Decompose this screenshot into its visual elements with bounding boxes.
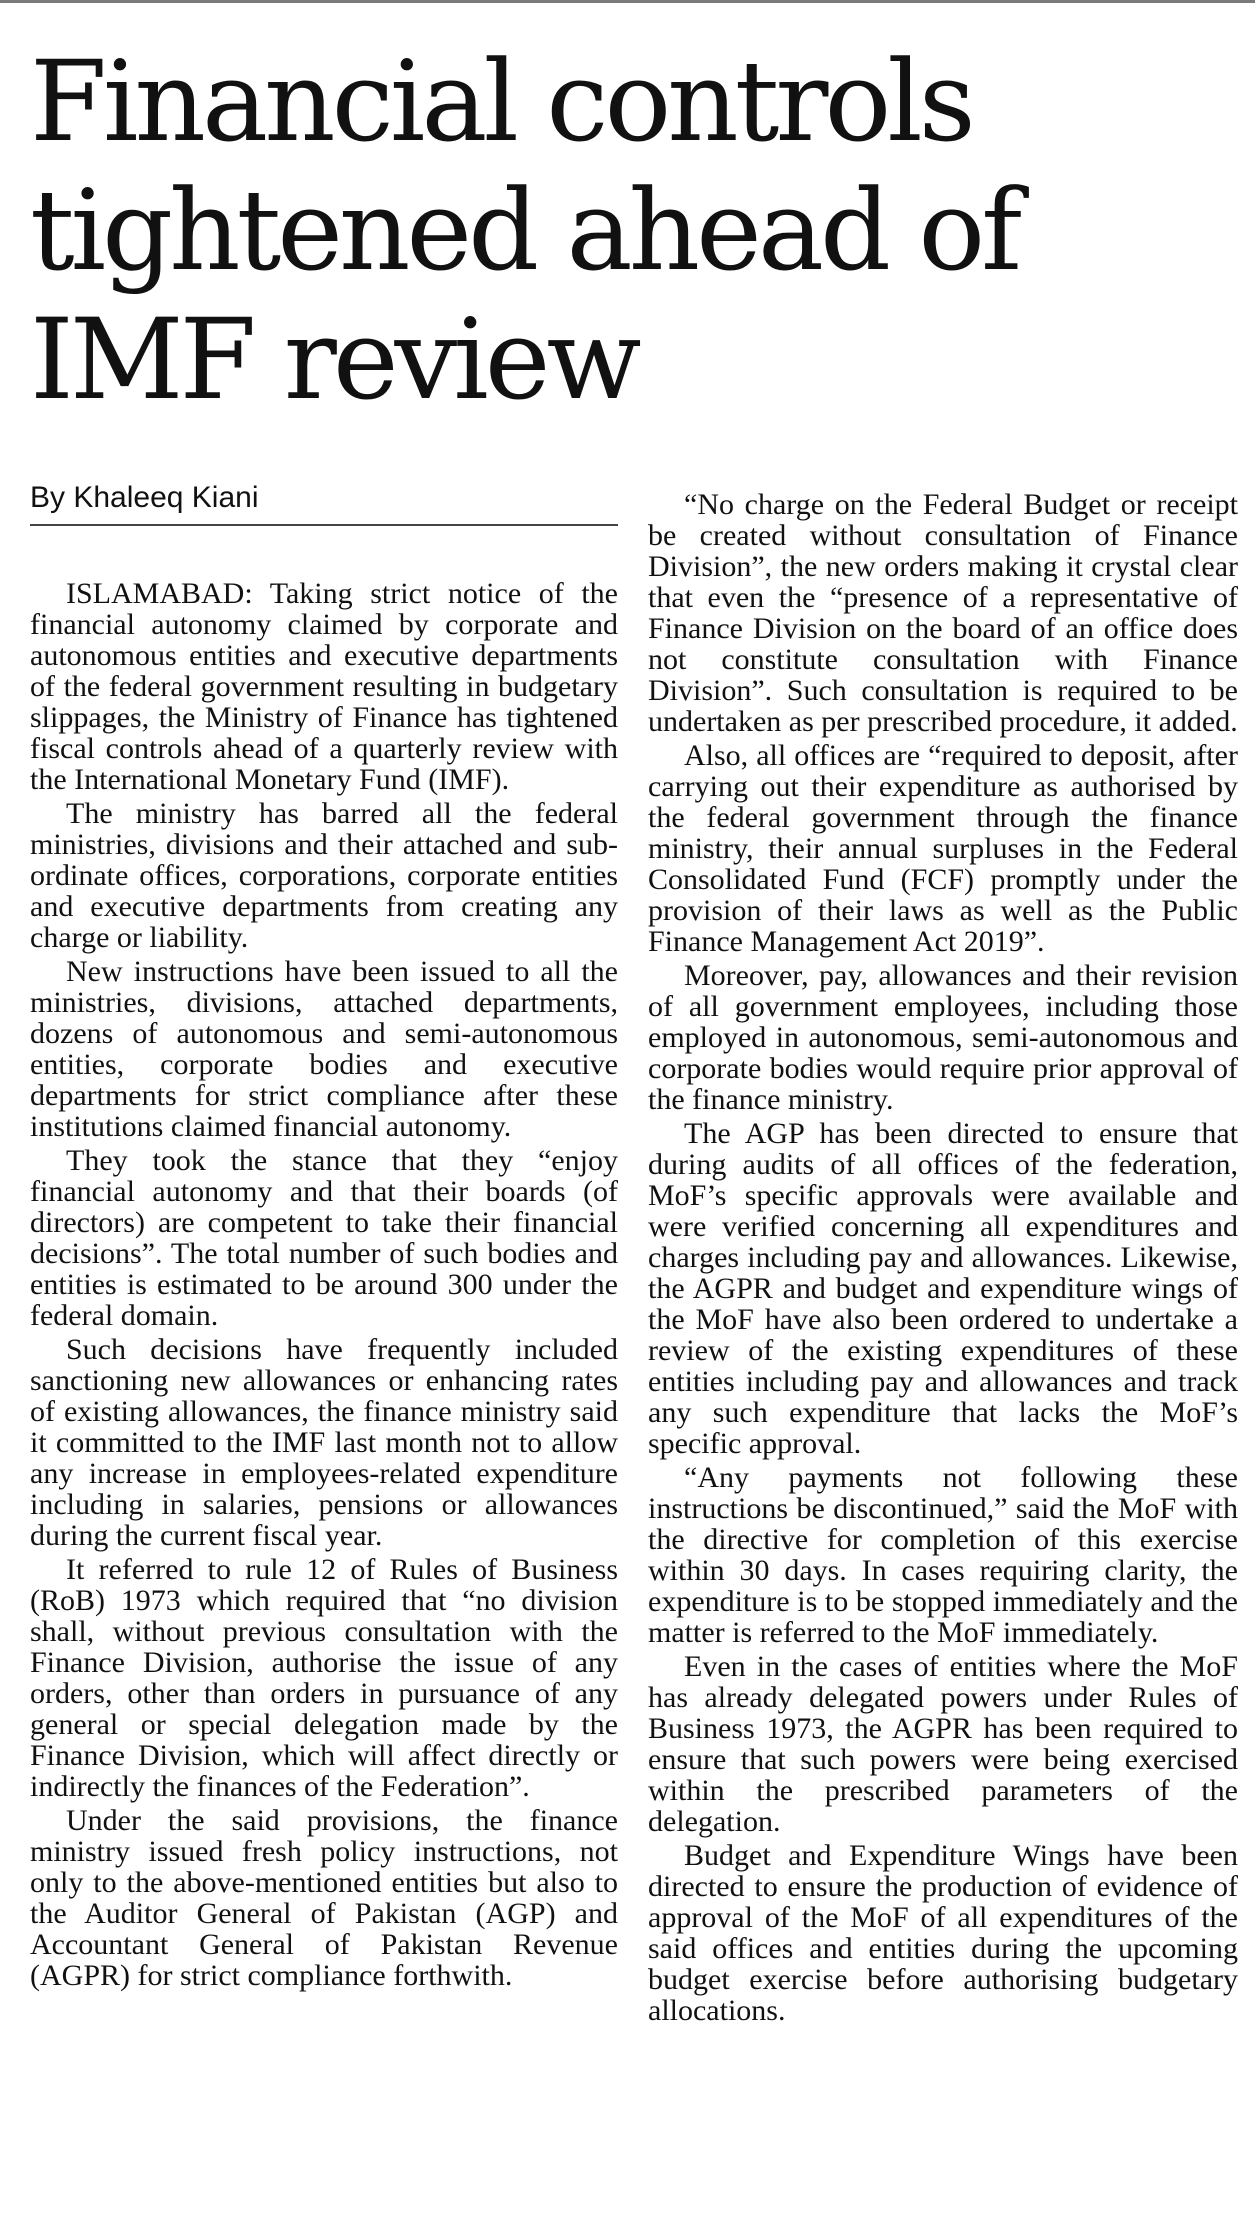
paragraph: New instructions have been issued to all the ministries, divisions, attached departments, dozens of autonomous and semi-autonomous entities, corporate bodies and executive departments for strict compliance after these institutions claimed financial autonomy. xyxy=(30,955,618,1143)
paragraph: It referred to rule 12 of Rules of Business (RoB) 1973 which required that “no division shall, without previous consultation with the Finance Division, authorise the issue of any orders, other than orders in pursuance of any general or special delegation made by the Finance Division, which will affect directly or indirectly the finances of the Federation”. xyxy=(30,1553,618,1803)
right-column xyxy=(648,489,1238,2029)
left-column xyxy=(30,578,618,1994)
paragraph: Such decisions have frequently included sanctioning new allowances or enhancing rates of existing allowances, the finance ministry said it committed to the IMF last month not to allow any increase in employees-related expenditure including in salaries, pensions or allowances during the current fiscal year. xyxy=(30,1333,618,1552)
paragraph: Also, all offices are “required to deposit, after carrying out their expenditure as authorised by the federal government through the finance ministry, their annual surpluses in the Federal Consolidated Fund (FCF) promptly under the provision of their laws as well as the Public Finance Management Act 2019”. xyxy=(648,739,1238,958)
top-rule xyxy=(0,0,1255,3)
paragraph: “No charge on the Federal Budget or receipt be created without consultation of Finance Division”, the new orders making it crystal clear that even the “presence of a representative of Finance Division on the board of an office does not constitute consultation with Finance Division”. Such consultation is required to be undertaken as per prescribed procedure, it added. xyxy=(648,488,1238,738)
paragraph: Moreover, pay, allowances and their revision of all government employees, including those employed in autonomous, semi-autonomous and corporate bodies would require prior approval of the finance ministry. xyxy=(648,959,1238,1116)
paragraph: “Any payments not following these instructions be discontinued,” said the MoF with the directive for completion of this exercise within 30 days. In cases requiring clarity, the expenditure is to be stopped immediately and the matter is referred to the MoF immediately. xyxy=(648,1461,1238,1649)
byline: By Khaleeq Kiani xyxy=(30,481,259,514)
paragraph: The AGP has been directed to ensure that during audits of all offices of the federation, MoF’s specific approvals were available and were verified concerning all expenditures and charges including pay and allowances. Likewise, the AGPR and budget and expenditure wings of the MoF have also been ordered to undertake a review of the existing expenditures of these entities including pay and allowances and track any such expenditure that lacks the MoF’s specific approval. xyxy=(648,1117,1238,1460)
paragraph: They took the stance that they “enjoy financial autonomy and that their boards (of directors) are competent to take their financial decisions”. The total number of such bodies and entities is estimated to be around 300 under the federal domain. xyxy=(30,1144,618,1332)
paragraph: Under the said provisions, the finance ministry issued fresh policy instructions, not only to the above-mentioned entities but also to the Auditor General of Pakistan (AGP) and Accountant General of Pakistan Revenue (AGPR) for strict compliance forthwith. xyxy=(30,1804,618,1992)
paragraph: Budget and Expenditure Wings have been directed to ensure the production of evidence of approval of the MoF of all expenditures of the said offices and entities during the upcoming budget exercise before authorising budgetary allocations. xyxy=(648,1839,1238,2027)
paragraph: The ministry has barred all the federal ministries, divisions and their attached and sub-ordinate offices, corporations, corporate entities and executive departments from creating any charge or liability. xyxy=(30,797,618,954)
paragraph: ISLAMABAD: Taking strict notice of the financial autonomy claimed by corporate and autonomous entities and executive departments of the federal government resulting in budgetary slippages, the Ministry of Finance has tightened fiscal controls ahead of a quarterly review with the International Monetary Fund (IMF). xyxy=(30,577,618,796)
byline-rule xyxy=(30,524,618,526)
paragraph: Even in the cases of entities where the MoF has already delegated powers under Rules of Business 1973, the AGPR has been required to ensure that such powers were being exercised within the prescribed parameters of the delegation. xyxy=(648,1650,1238,1838)
headline: Financial controls tightened ahead of IMF review xyxy=(30,38,1019,425)
